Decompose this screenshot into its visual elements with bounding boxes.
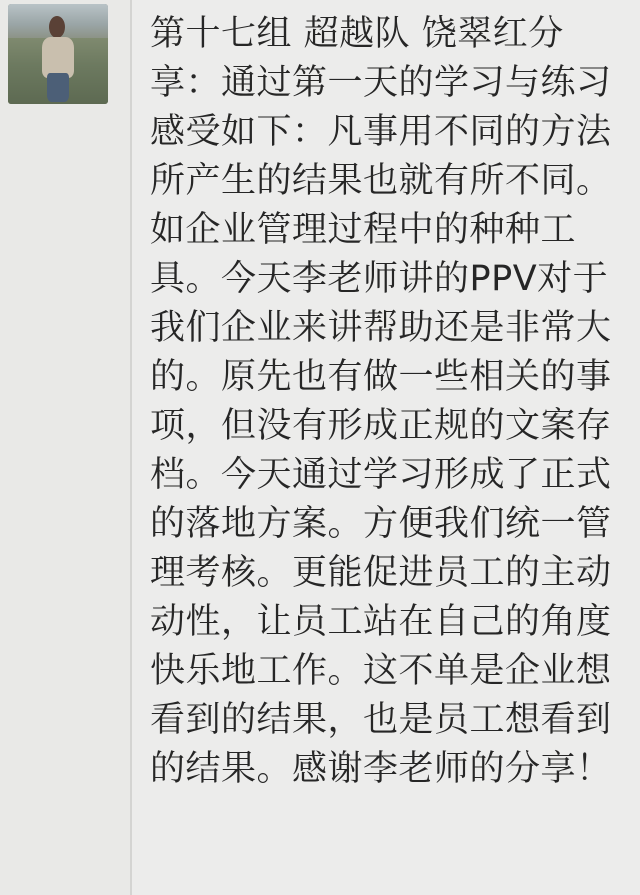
avatar-person (40, 16, 76, 102)
avatar[interactable] (8, 4, 108, 104)
message-bubble[interactable] (130, 0, 640, 895)
message-text: 第十七组 超越队 饶翠红分享：通过第一天的学习与练习感受如下：凡事用不同的方法所产生的结果也就有所不同。如企业管理过程中的种种工具。今天李老师讲的PPV对于我们企业来讲帮助还是非常大的。原先也有做一些相关的事项，但没有形成正规的文案存档。今天通过学习形成了正式的落地方案。方便我们统一管理考核。更能促进员工的主动动性，让员工站在自己的角度快乐地工作。这不单是企业想看到的结果，也是员工想看到的结果。感谢李老师的分享！ (150, 14, 612, 789)
avatar-column (0, 0, 130, 104)
avatar-head (49, 16, 65, 38)
avatar-body (42, 37, 74, 78)
avatar-legs (47, 73, 69, 102)
